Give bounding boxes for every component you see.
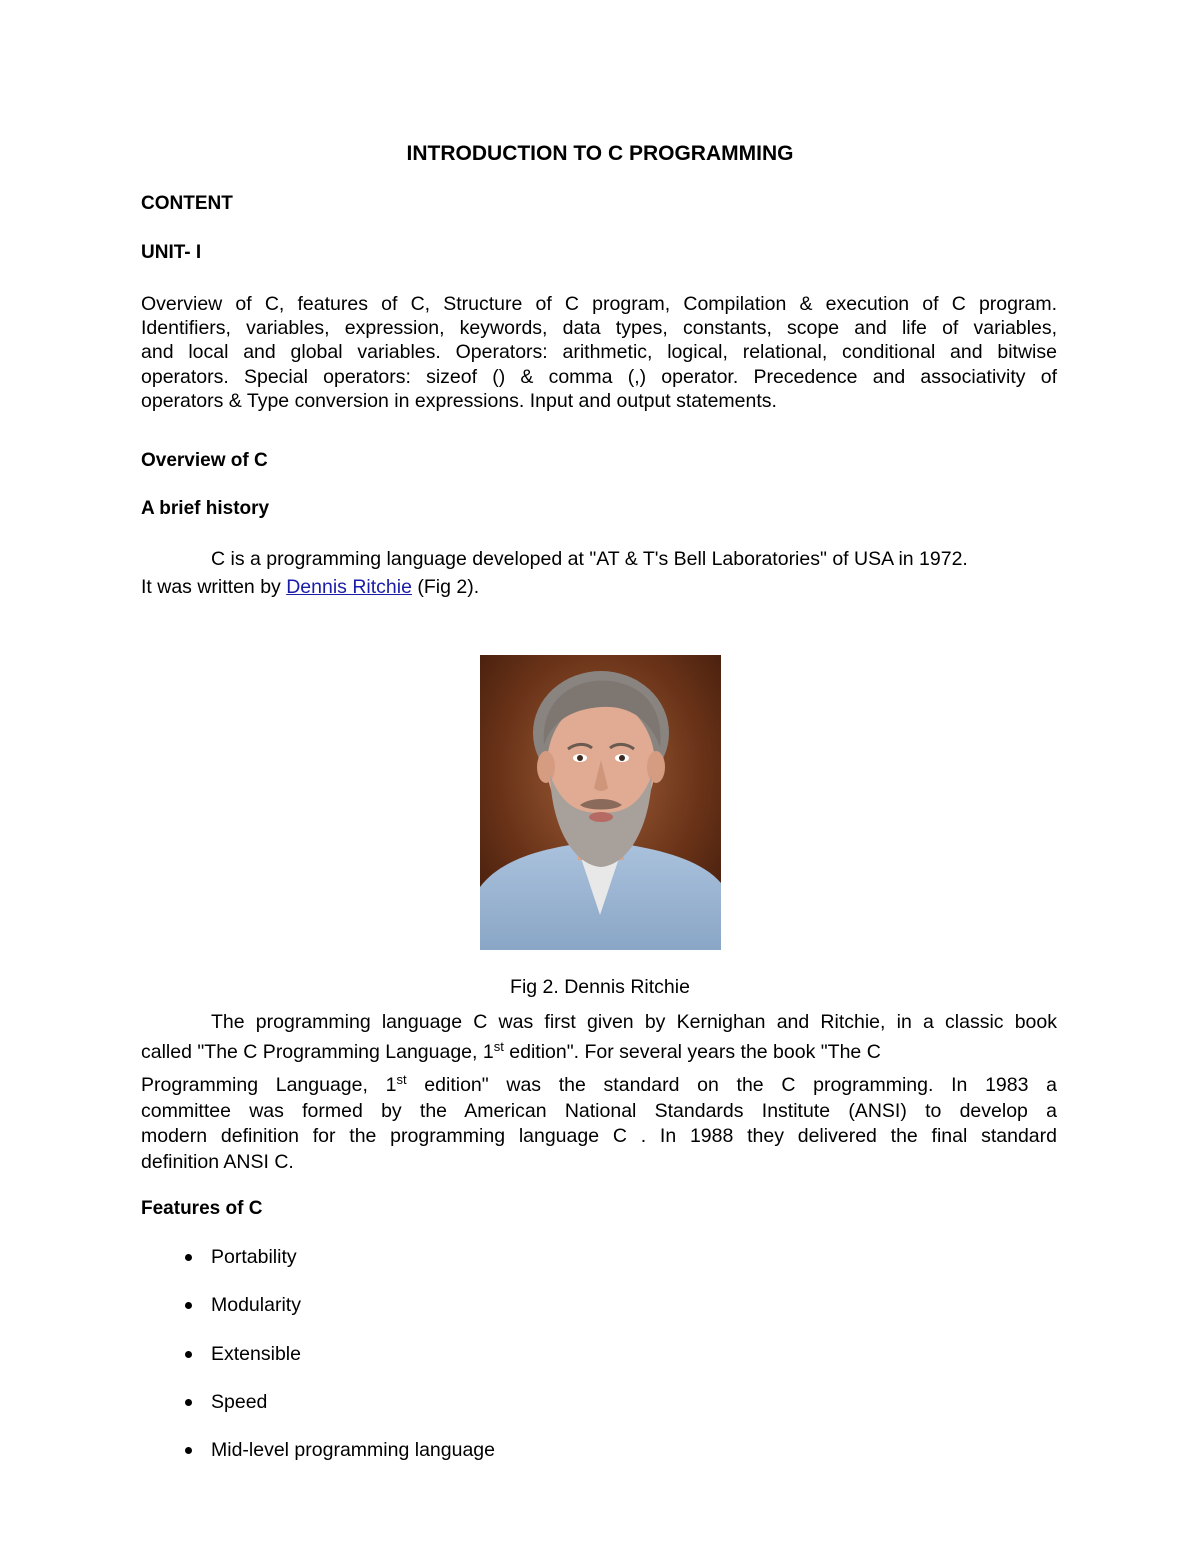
bullet-icon <box>185 1351 192 1358</box>
history-line-prefix: It was written by <box>141 576 287 598</box>
syllabus-line: Identifiers, variables, expression, keywords, data types, constants, scope and life of variables, <box>141 317 1057 340</box>
document-title: INTRODUCTION TO C PROGRAMMING <box>406 142 794 165</box>
syllabus-line: operators. Special operators: sizeof () & comma (,) operator. Precedence and associativity of <box>141 365 1057 388</box>
feature-label: Portability <box>211 1246 297 1268</box>
c-book-paragraph <box>141 1009 1057 1175</box>
paragraph-fragment: edition". For several years the book "The C <box>503 1041 881 1064</box>
feature-label: Extensible <box>211 1342 301 1365</box>
portrait-illustration <box>480 655 721 950</box>
bullet-icon <box>185 1254 192 1261</box>
paragraph-line <box>141 1039 1057 1066</box>
feature-label: Mid-level programming language <box>211 1439 495 1462</box>
bullet-icon <box>185 1399 192 1406</box>
history-line-suffix: (Fig 2). <box>411 576 480 598</box>
bullet-icon <box>185 1302 192 1309</box>
superscript: st <box>493 1039 504 1055</box>
syllabus-line: and local and global variables. Operators: arithmetic, logical, relational, conditional and bitwise <box>141 341 1057 364</box>
overview-heading: Overview of C <box>141 450 268 471</box>
syllabus-line: operators & Type conversion in expressions. Input and output statements. <box>141 389 777 412</box>
dennis-ritchie-photo <box>480 655 721 950</box>
feature-label: Modularity <box>211 1294 301 1317</box>
paragraph-line: definition ANSI C. <box>141 1150 294 1173</box>
unit-syllabus-paragraph <box>141 292 1057 413</box>
syllabus-line: Overview of C, features of C, Structure of C program, Compilation & execution of C program. <box>141 293 1057 315</box>
feature-label: Speed <box>211 1390 268 1413</box>
features-heading: Features of C <box>141 1198 263 1219</box>
superscript: st <box>396 1071 407 1087</box>
paragraph-line: committee was formed by the American National Standards Institute (ANSI) to develop a <box>141 1099 1057 1122</box>
bullet-icon <box>185 1447 192 1454</box>
paragraph-line <box>141 1072 1057 1099</box>
paragraph-fragment: called "The C Programming Language, 1 <box>141 1041 494 1064</box>
history-heading: A brief history <box>141 498 270 519</box>
unit-heading: UNIT- I <box>141 242 202 263</box>
paragraph-line: The programming language C was first given by Kernighan and Ritchie, in a classic book <box>211 1011 1057 1033</box>
history-paragraph <box>141 545 968 601</box>
paragraph-line: modern definition for the programming language C . In 1988 they delivered the final standard <box>141 1125 1057 1148</box>
paragraph-fragment: Programming Language, 1 <box>141 1073 397 1096</box>
content-heading: CONTENT <box>141 193 233 214</box>
history-line: C is a programming language developed at "AT & T's Bell Laboratories" of USA in 1972. <box>211 548 968 570</box>
dennis-ritchie-link[interactable]: Dennis Ritchie <box>286 576 412 598</box>
paragraph-fragment: edition" was the standard on the C programming. In 1983 a <box>406 1073 1057 1096</box>
figure-caption: Fig 2. Dennis Ritchie <box>510 976 690 998</box>
